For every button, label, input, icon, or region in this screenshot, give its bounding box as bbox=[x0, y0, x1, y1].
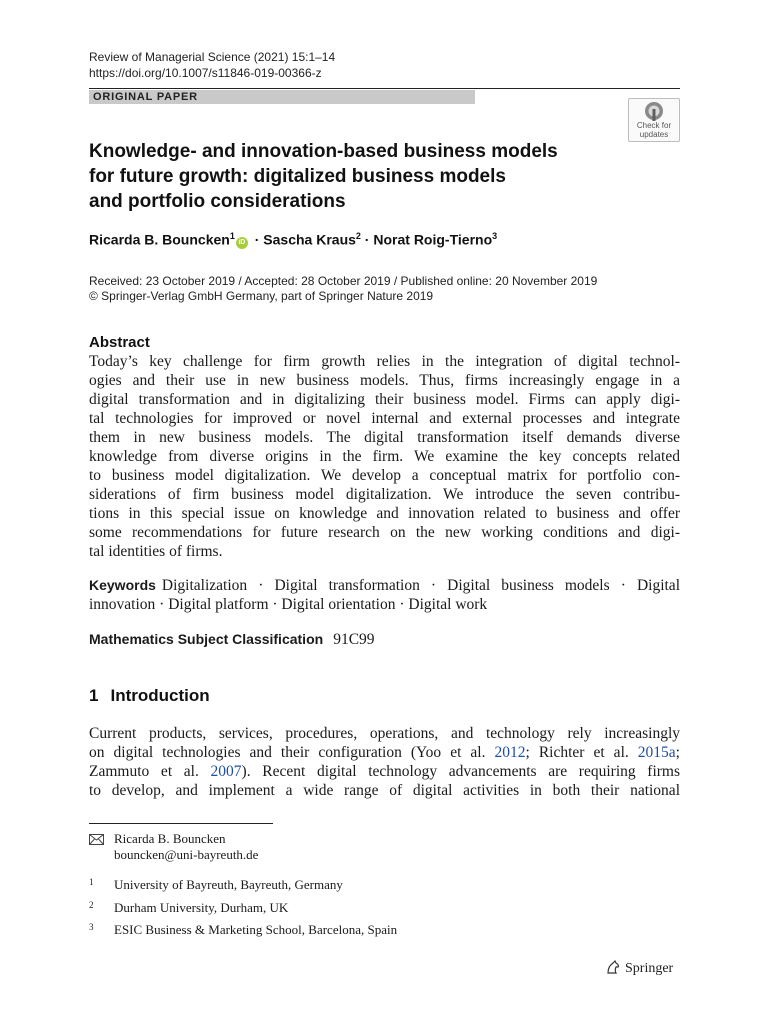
copyright-line: © Springer-Verlag GmbH Germany, part of Springer Nature 2019 bbox=[89, 289, 434, 303]
introduction-text bbox=[89, 724, 680, 800]
affiliation-text: Durham University, Durham, UK bbox=[114, 900, 289, 915]
keywords-line: innovation · Digital platform · Digital orientation · Digital work bbox=[89, 596, 488, 613]
publication-dates bbox=[89, 274, 597, 304]
abstract-line: ogies and their use in new business models. Thus, firms increasingly engage in a bbox=[89, 372, 680, 389]
corresponding-name: Ricarda B. Bouncken bbox=[114, 831, 226, 846]
msc-label: Mathematics Subject Classification bbox=[89, 631, 324, 647]
msc-block bbox=[89, 631, 375, 649]
title-line: Knowledge- and innovation-based business models bbox=[89, 141, 558, 162]
intro-line: Current products, services, procedures, operations, and technology rely increasingly bbox=[89, 725, 680, 742]
abstract-line: them in new business models. The digital transformation itself demands diverse bbox=[89, 429, 680, 446]
dates-line: Received: 23 October 2019 / Accepted: 28 October 2019 / Published online: 20 November 2019 bbox=[89, 274, 598, 288]
author-name[interactable]: Norat Roig-Tierno bbox=[373, 231, 493, 248]
citation-link[interactable]: 2015a bbox=[637, 744, 676, 761]
affiliation-marker: 3 bbox=[492, 231, 498, 241]
badge-label-line1: Check for bbox=[636, 121, 672, 130]
badge-label-line2: updates bbox=[639, 130, 669, 139]
affiliation-item bbox=[89, 897, 288, 916]
author-separator: · bbox=[360, 231, 374, 248]
citation-link[interactable]: 2007 bbox=[210, 763, 242, 780]
abstract-line: knowledge from diverse origins in the firm. We examine the key concepts related bbox=[89, 448, 680, 465]
paper-title bbox=[89, 139, 609, 214]
abstract-line: tal identities of firms. bbox=[89, 543, 223, 560]
author-separator: · bbox=[250, 231, 264, 248]
keywords-label: Keywords bbox=[89, 577, 156, 593]
section-title: Introduction bbox=[110, 686, 210, 705]
section-heading bbox=[89, 686, 210, 706]
abstract-line: some recommendations for future research on the new working conditions and digi- bbox=[89, 524, 680, 541]
keywords-block bbox=[89, 576, 680, 614]
envelope-icon bbox=[89, 834, 104, 845]
orcid-icon[interactable]: iD bbox=[236, 237, 248, 249]
abstract-line: Today’s key challenge for firm growth relies in the integration of digital technol- bbox=[89, 353, 680, 370]
intro-text-span: Zammuto et al. bbox=[89, 763, 211, 780]
springer-horse-icon bbox=[605, 959, 621, 975]
affiliation-item bbox=[89, 919, 397, 938]
paper-type-label: ORIGINAL PAPER bbox=[89, 90, 475, 104]
title-line: and portfolio considerations bbox=[89, 191, 346, 212]
abstract-line: digital transformation and in digitalizing their business model. Firms can apply digi- bbox=[89, 391, 680, 408]
affiliation-marker: 2 bbox=[355, 231, 361, 241]
abstract-line: to business model digitalization. We develop a conceptual matrix for portfolio con- bbox=[89, 467, 680, 484]
author-name[interactable]: Ricarda B. Bouncken bbox=[89, 231, 230, 248]
author-name[interactable]: Sascha Kraus bbox=[263, 231, 356, 248]
section-number: 1 bbox=[89, 686, 99, 705]
affiliation-number: 1 bbox=[89, 877, 94, 887]
abstract-line: tal technologies for improved or novel internal and external processes and integrate bbox=[89, 410, 680, 427]
intro-text-span: ). Recent digital technology advancements are requiring firms bbox=[241, 763, 681, 780]
abstract-heading: Abstract bbox=[89, 334, 150, 351]
affiliation-text: University of Bayreuth, Bayreuth, Germany bbox=[114, 877, 343, 892]
abstract-text bbox=[89, 352, 680, 561]
corresponding-email[interactable]: bouncken@uni-bayreuth.de bbox=[114, 847, 259, 862]
intro-line: to develop, and implement a wide range of digital activities in both their national bbox=[89, 782, 680, 799]
intro-text-span: on digital technologies and their configuration (Yoo et al. bbox=[89, 744, 495, 761]
journal-citation: Review of Managerial Science (2021) 15:1–14 bbox=[89, 50, 336, 64]
intro-line bbox=[89, 743, 680, 762]
publisher-name: Springer bbox=[625, 961, 674, 976]
check-updates-icon bbox=[644, 101, 664, 121]
footnote-rule bbox=[89, 823, 273, 824]
publisher-logo bbox=[605, 959, 673, 977]
affiliation-item bbox=[89, 874, 343, 893]
keywords-line bbox=[89, 576, 680, 595]
affiliation-marker: 1 bbox=[229, 231, 235, 241]
check-for-updates-badge[interactable] bbox=[628, 98, 680, 142]
intro-text-span: ; Richter et al. bbox=[525, 744, 638, 761]
citation-link[interactable]: 2012 bbox=[494, 744, 526, 761]
abstract-line: tions in this special issue on knowledge and innovation related to business and offer bbox=[89, 505, 680, 522]
keywords-text: Digitalization · Digital transformation · Digital business models · Digital bbox=[161, 577, 680, 594]
affiliation-number: 2 bbox=[89, 900, 94, 910]
author-list bbox=[89, 231, 497, 249]
title-line: for future growth: digitalized business models bbox=[89, 166, 506, 187]
affiliation-text: ESIC Business & Marketing School, Barcelona, Spain bbox=[114, 922, 398, 937]
abstract-line: siderations of firm business model digitalization. We introduce the seven contribu- bbox=[89, 486, 680, 503]
msc-value: 91C99 bbox=[333, 631, 375, 648]
intro-text-span: ; bbox=[675, 744, 680, 761]
journal-info bbox=[89, 49, 335, 81]
header-rule bbox=[89, 88, 680, 89]
intro-line bbox=[89, 762, 680, 781]
affiliation-number: 3 bbox=[89, 922, 94, 932]
doi-link[interactable]: https://doi.org/10.1007/s11846-019-00366-z bbox=[89, 66, 322, 80]
